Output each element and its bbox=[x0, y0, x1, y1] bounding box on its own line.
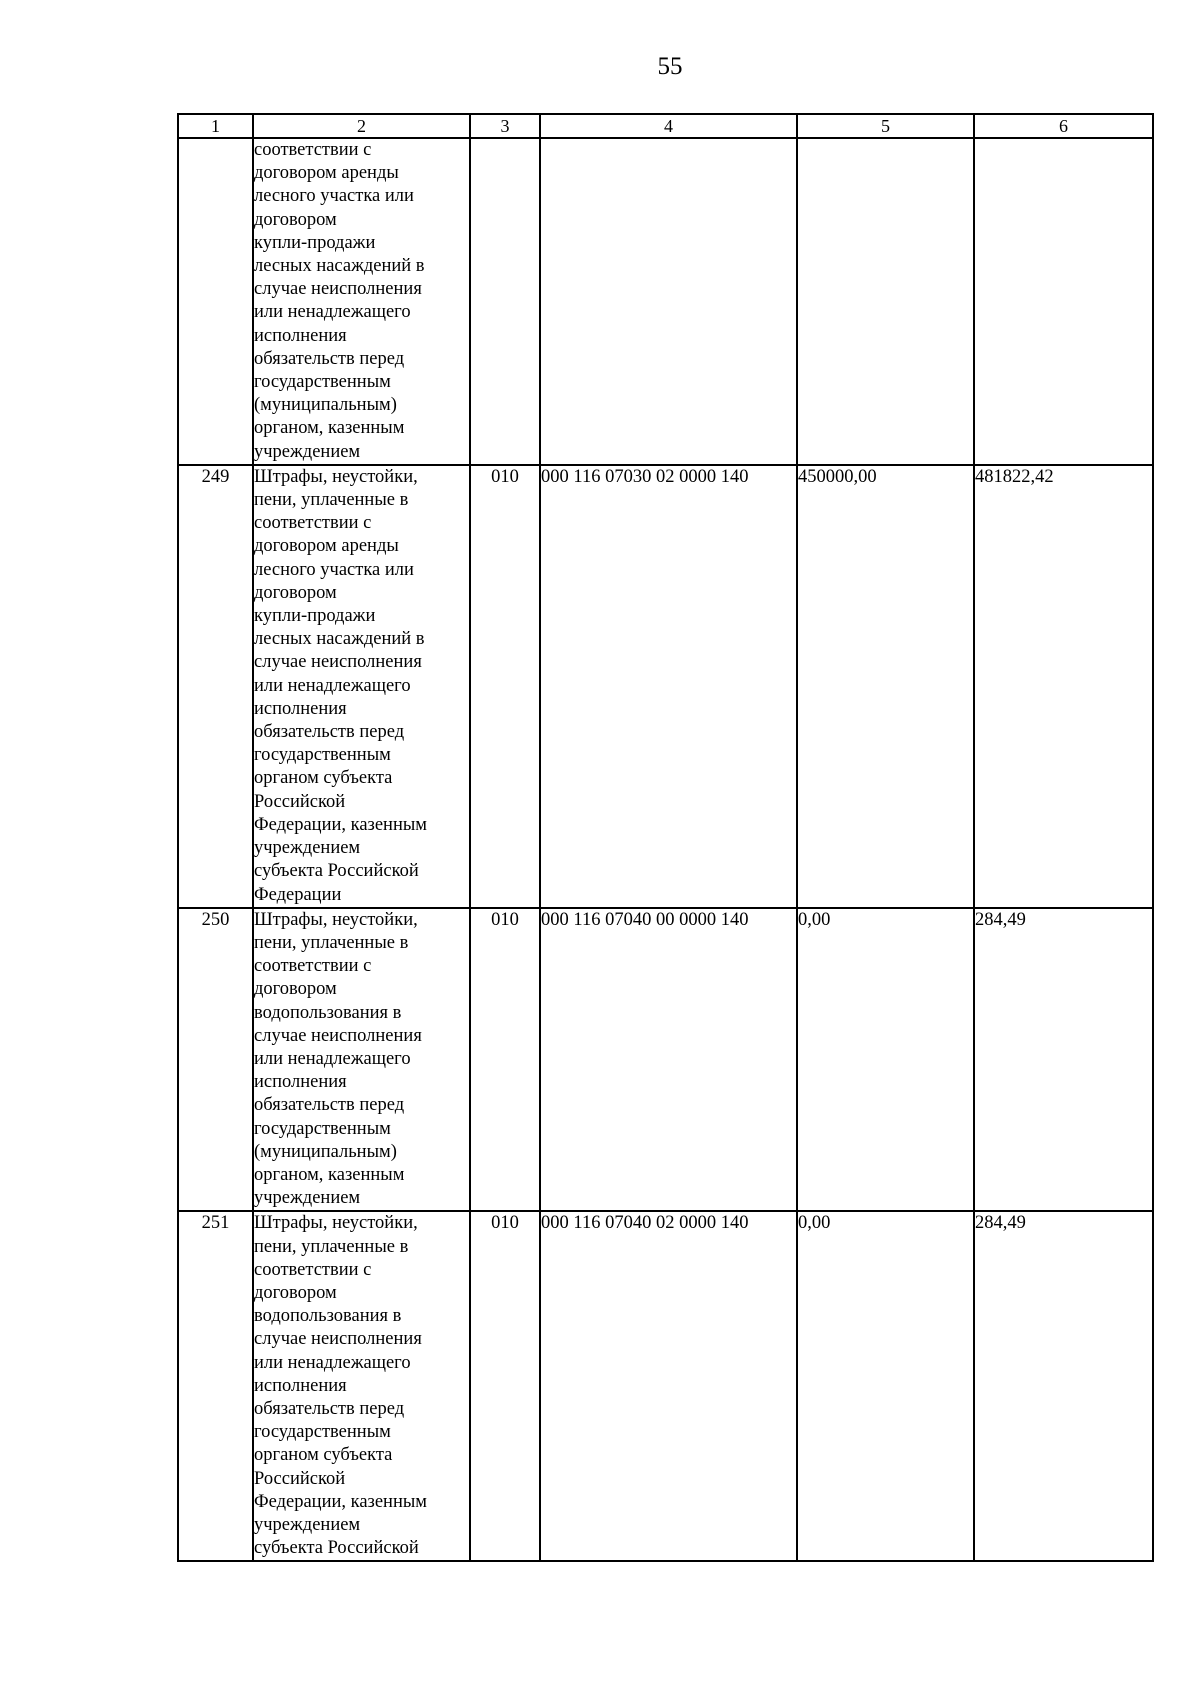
col-header-5: 5 bbox=[797, 114, 974, 138]
table-row bbox=[178, 1211, 1153, 1561]
name-line: или ненадлежащего bbox=[254, 675, 411, 696]
revenue-table bbox=[177, 113, 1154, 1562]
row-planned-value-cell: 450000,00 bbox=[797, 465, 974, 908]
table-row bbox=[178, 465, 1153, 908]
page-number: 55 bbox=[657, 53, 683, 80]
name-line: купли-продажи bbox=[254, 606, 376, 627]
name-line: договором bbox=[254, 979, 337, 1000]
name-line: Федерации, казенным bbox=[254, 814, 427, 835]
row-actual-value-cell bbox=[974, 138, 1153, 465]
name-line: лесных насаждений в bbox=[254, 256, 425, 277]
row-planned-value-cell: 0,00 bbox=[797, 1211, 974, 1561]
name-line: обязательств перед bbox=[254, 722, 405, 743]
name-line: субъекта Российской bbox=[254, 1538, 419, 1559]
name-line: купли-продажи bbox=[254, 232, 376, 253]
table-row bbox=[178, 138, 1153, 465]
name-line: Федерации bbox=[254, 884, 342, 905]
name-line: государственным bbox=[254, 372, 391, 393]
name-line: (муниципальным) bbox=[254, 395, 397, 416]
name-line: лесного участка или bbox=[254, 186, 414, 207]
name-line: или ненадлежащего bbox=[254, 1352, 411, 1373]
name-line: государственным bbox=[254, 1118, 391, 1139]
name-line: Штрафы, неустойки, bbox=[254, 909, 418, 930]
name-line: или ненадлежащего bbox=[254, 1048, 411, 1069]
row-actual-value-cell: 481822,42 bbox=[974, 465, 1153, 908]
name-line: пени, уплаченные в bbox=[254, 932, 409, 953]
name-line: государственным bbox=[254, 745, 391, 766]
name-line: лесных насаждений в bbox=[254, 629, 425, 650]
row-name-cell bbox=[253, 1211, 470, 1561]
name-line: учреждением bbox=[254, 1514, 361, 1535]
row-kbk-cell bbox=[540, 138, 797, 465]
row-name-cell bbox=[253, 138, 470, 465]
name-line: органом, казенным bbox=[254, 1164, 405, 1185]
name-line: Российской bbox=[254, 791, 346, 812]
col-header-4: 4 bbox=[540, 114, 797, 138]
name-line: субъекта Российской bbox=[254, 861, 419, 882]
name-line: органом, казенным bbox=[254, 418, 405, 439]
name-line: органом субъекта bbox=[254, 768, 393, 789]
table-row bbox=[178, 908, 1153, 1212]
name-line: учреждением bbox=[254, 1188, 361, 1209]
name-line: случае неисполнения bbox=[254, 279, 422, 300]
header-row bbox=[178, 114, 1153, 138]
row-kbk-cell: 000 116 07040 00 0000 140 bbox=[540, 908, 797, 1212]
name-line: Штрафы, неустойки, bbox=[254, 1213, 418, 1234]
row-actual-value-cell: 284,49 bbox=[974, 908, 1153, 1212]
name-line: договором bbox=[254, 582, 337, 603]
row-name-cell bbox=[253, 908, 470, 1212]
name-line: исполнения bbox=[254, 325, 347, 346]
row-name-cell bbox=[253, 465, 470, 908]
name-line: лесного участка или bbox=[254, 559, 414, 580]
name-line: соответствии с bbox=[254, 140, 372, 160]
name-line: органом субъекта bbox=[254, 1445, 393, 1466]
name-line: исполнения bbox=[254, 698, 347, 719]
name-line: случае неисполнения bbox=[254, 1025, 422, 1046]
col-header-3: 3 bbox=[470, 114, 540, 138]
row-code-cell bbox=[470, 138, 540, 465]
col-header-6: 6 bbox=[974, 114, 1153, 138]
name-line: исполнения bbox=[254, 1375, 347, 1396]
row-kbk-cell: 000 116 07040 02 0000 140 bbox=[540, 1211, 797, 1561]
row-code-cell: 010 bbox=[470, 1211, 540, 1561]
row-number-cell: 249 bbox=[178, 465, 253, 908]
name-line: Штрафы, неустойки, bbox=[254, 466, 418, 487]
name-line: или ненадлежащего bbox=[254, 302, 411, 323]
name-line: соответствии с bbox=[254, 1259, 372, 1280]
name-line: Российской bbox=[254, 1468, 346, 1489]
name-line: учреждением bbox=[254, 441, 361, 462]
name-line: Федерации, казенным bbox=[254, 1491, 427, 1512]
name-line: учреждением bbox=[254, 838, 361, 859]
name-line: договором bbox=[254, 209, 337, 230]
name-line: пени, уплаченные в bbox=[254, 1236, 409, 1257]
name-line: обязательств перед bbox=[254, 348, 405, 369]
row-code-cell: 010 bbox=[470, 465, 540, 908]
name-line: пени, уплаченные в bbox=[254, 490, 409, 511]
name-line: соответствии с bbox=[254, 513, 372, 534]
name-line: случае неисполнения bbox=[254, 1329, 422, 1350]
row-number-cell bbox=[178, 138, 253, 465]
name-line: обязательств перед bbox=[254, 1095, 405, 1116]
name-line: государственным bbox=[254, 1422, 391, 1443]
row-actual-value-cell: 284,49 bbox=[974, 1211, 1153, 1561]
name-line: исполнения bbox=[254, 1072, 347, 1093]
row-planned-value-cell: 0,00 bbox=[797, 908, 974, 1212]
col-header-1: 1 bbox=[178, 114, 253, 138]
row-number-cell: 251 bbox=[178, 1211, 253, 1561]
name-line: водопользования в bbox=[254, 1002, 402, 1023]
name-line: договором аренды bbox=[254, 536, 399, 557]
col-header-2: 2 bbox=[253, 114, 470, 138]
row-number-cell: 250 bbox=[178, 908, 253, 1212]
name-line: договором bbox=[254, 1282, 337, 1303]
row-kbk-cell: 000 116 07030 02 0000 140 bbox=[540, 465, 797, 908]
name-line: соответствии с bbox=[254, 956, 372, 977]
name-line: обязательств перед bbox=[254, 1398, 405, 1419]
name-line: водопользования в bbox=[254, 1306, 402, 1327]
row-planned-value-cell bbox=[797, 138, 974, 465]
row-code-cell: 010 bbox=[470, 908, 540, 1212]
name-line: случае неисполнения bbox=[254, 652, 422, 673]
name-line: (муниципальным) bbox=[254, 1141, 397, 1162]
name-line: договором аренды bbox=[254, 163, 399, 184]
